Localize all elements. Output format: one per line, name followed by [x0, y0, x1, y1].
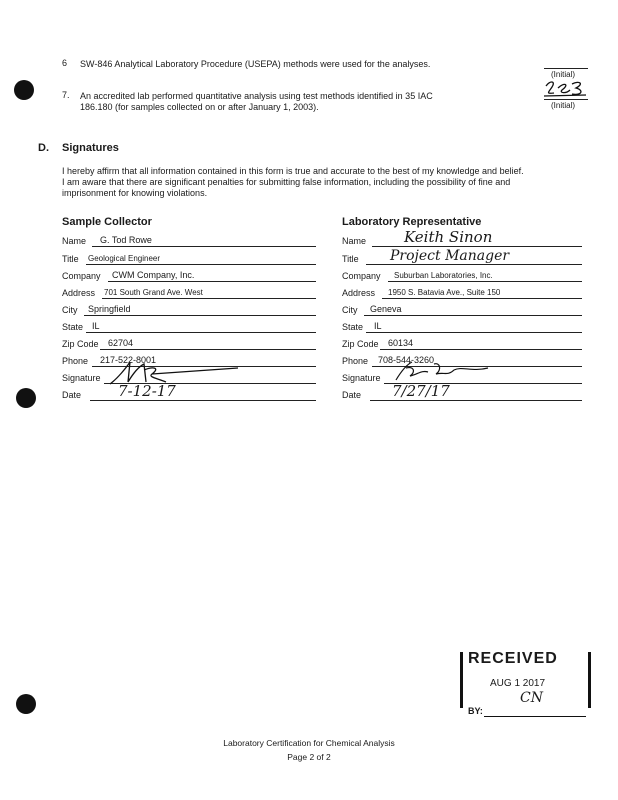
lab-name-label: Name: [342, 236, 367, 246]
collector-phone-value: 217-522-8001: [100, 355, 157, 365]
section-title: Signatures: [62, 142, 119, 154]
collector-name-value: G. Tod Rowe: [100, 235, 152, 245]
footer-title: Laboratory Certification for Chemical Analysis: [223, 738, 395, 748]
lab-phone-label: Phone: [342, 356, 369, 366]
lab-name-value: Keith Sinon: [404, 228, 493, 246]
collector-state-value: IL: [92, 321, 100, 331]
initials-handwriting: [542, 78, 590, 100]
affirmation-line-2: I am aware that there are significant penalties for submitting false information, including the possibility of fine and: [62, 177, 511, 187]
lab-heading: Laboratory Representative: [342, 216, 482, 228]
lab-state-row: [342, 319, 582, 333]
lab-phone-value: 708-544-3260: [378, 355, 435, 365]
collector-company-label: Company: [62, 271, 101, 281]
collector-phone-label: Phone: [62, 356, 89, 366]
collector-zip-row: [62, 336, 316, 350]
lab-zip-row: [342, 336, 582, 350]
affirmation-line-1: I hereby affirm that all information contained in this form is true and accurate to the best of my knowledge and belief.: [62, 166, 524, 176]
punch-hole-middle: [16, 388, 36, 408]
lab-company-row: [342, 268, 582, 282]
lab-address-row: [342, 285, 582, 299]
lab-city-label: City: [342, 305, 358, 315]
lab-city-value: Geneva: [370, 304, 402, 314]
collector-address-label: Address: [62, 288, 96, 298]
lab-company-value: Suburban Laboratories, Inc.: [394, 271, 493, 280]
collector-name-label: Name: [62, 236, 87, 246]
item-6-text: SW-846 Analytical Laboratory Procedure (USEPA) methods were used for the analyses.: [80, 59, 431, 69]
lab-date-label: Date: [342, 390, 362, 400]
initial-label-6: (Initial): [551, 70, 576, 79]
collector-company-row: [62, 268, 316, 282]
stamp-received-text: RECEIVED: [468, 650, 558, 667]
received-stamp: [460, 650, 594, 724]
collector-date-row: [62, 382, 316, 401]
item-7-text-line2: 186.180 (for samples collected on or after January 1, 2003).: [80, 102, 319, 112]
collector-zip-value: 62704: [108, 338, 134, 348]
lab-signature: [392, 360, 492, 384]
lab-zip-label: Zip Code: [342, 339, 379, 349]
collector-address-row: [62, 285, 316, 299]
lab-title-value: Project Manager: [390, 248, 510, 264]
lab-address-value: 1950 S. Batavia Ave., Suite 150: [388, 288, 501, 297]
collector-state-row: [62, 319, 316, 333]
lab-zip-value: 60134: [388, 338, 414, 348]
collector-city-label: City: [62, 305, 78, 315]
lab-state-label: State: [342, 322, 364, 332]
initial-line-7: [544, 99, 588, 100]
lab-title-row: [342, 248, 582, 265]
item-7-text-line1: An accredited lab performed quantitative analysis using test methods identified in 35 IAC: [80, 91, 433, 101]
punch-hole-bottom: [16, 694, 36, 714]
collector-title-value: Geological Engineer: [88, 254, 161, 263]
collector-name-row: [62, 233, 316, 247]
lab-company-label: Company: [342, 271, 381, 281]
section-letter: D.: [38, 142, 49, 154]
lab-city-row: [342, 302, 582, 316]
stamp-by-label: BY:: [468, 706, 483, 716]
lab-title-label: Title: [342, 254, 359, 264]
collector-title-row: [62, 251, 316, 265]
collector-title-label: Title: [62, 254, 79, 264]
collector-company-value: CWM Company, Inc.: [112, 270, 195, 280]
collector-zip-label: Zip Code: [62, 339, 99, 349]
punch-hole-top: [14, 80, 34, 100]
footer-page-number: Page 2 of 2: [287, 752, 331, 762]
affirmation-line-3: imprisonment for knowing violations.: [62, 188, 208, 198]
collector-city-value: Springfield: [88, 304, 131, 314]
item-6-number: 6: [62, 58, 68, 68]
collector-signature-label: Signature: [62, 373, 101, 383]
collector-date-label: Date: [62, 390, 82, 400]
item-7-number: 7.: [62, 90, 70, 100]
lab-date-row: [342, 382, 582, 401]
stamp-initials: CN: [520, 690, 543, 706]
collector-city-row: [62, 302, 316, 316]
collector-date-value: 7-12-17: [118, 382, 176, 400]
lab-name-row: [342, 228, 582, 247]
collector-address-value: 701 South Grand Ave. West: [104, 288, 203, 297]
lab-state-value: IL: [374, 321, 382, 331]
collector-heading: Sample Collector: [62, 216, 152, 228]
lab-address-label: Address: [342, 288, 376, 298]
lab-date-value: 7/27/17: [392, 382, 450, 400]
collector-state-label: State: [62, 322, 84, 332]
stamp-date: AUG 1 2017: [490, 678, 546, 689]
initial-label-7: (Initial): [551, 101, 576, 110]
initial-line-6: [544, 68, 588, 69]
lab-signature-label: Signature: [342, 373, 381, 383]
